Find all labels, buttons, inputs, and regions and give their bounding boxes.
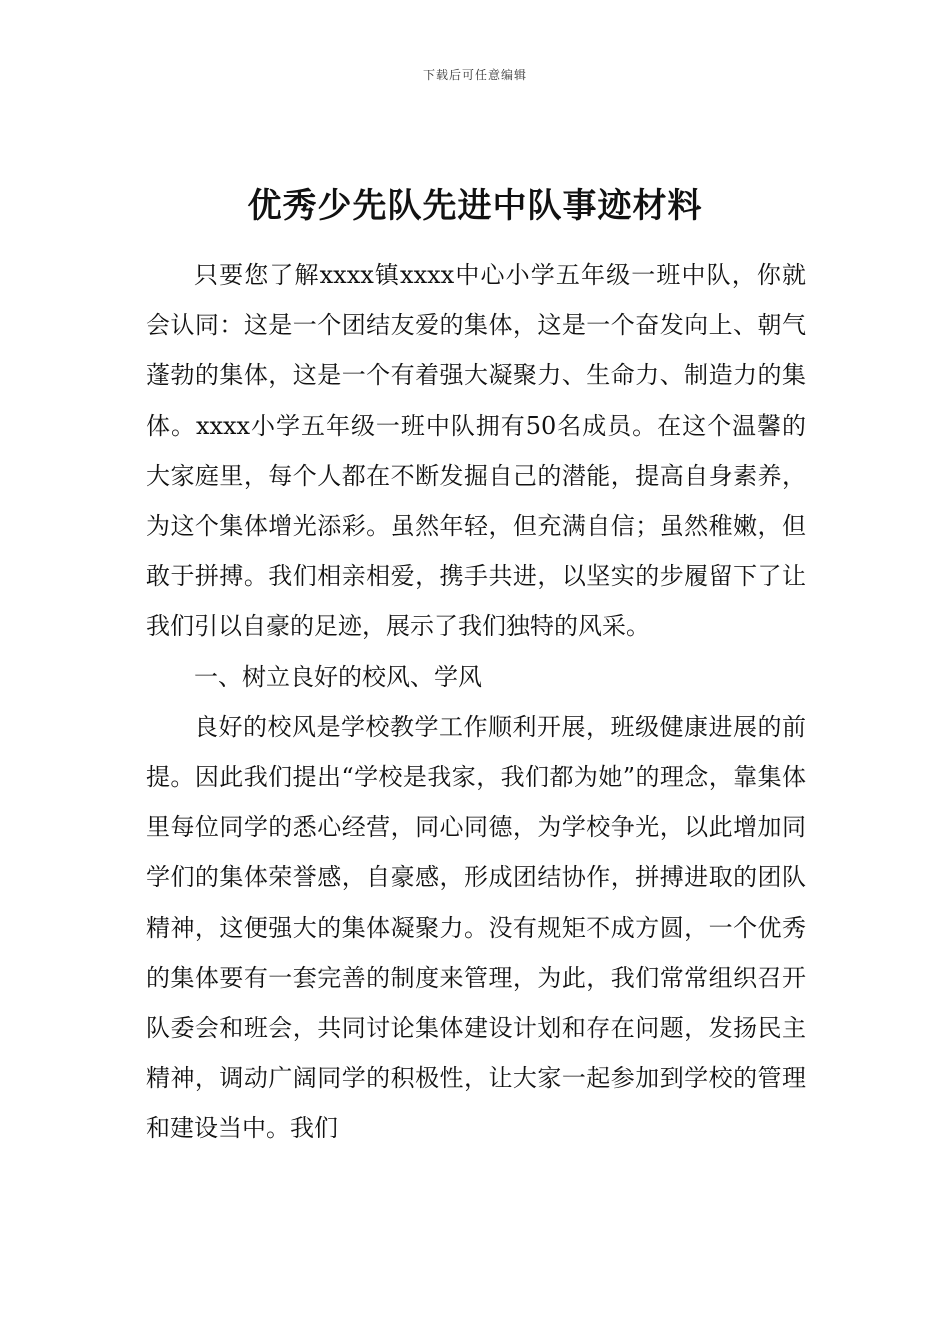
- header-note: 下载后可任意编辑: [422, 68, 527, 82]
- document-title: 优秀少先队先进中队事迹材料: [247, 186, 703, 226]
- document-body: [146, 250, 806, 1154]
- paragraph-section-1: 良好的校风是学校教学工作顺利开展，班级健康进展的前提。因此我们提出“学校是我家，我们都为她”的理念，靠集体里每位同学的悉心经营，同心同德，为学校争光，以此增加同学们的集体荣誉感，自豪感，形成团结协作，拼搏进取的团队精神，这便强大的集体凝聚力。没有规矩不成方圆，一个优秀的集体要有一套完善的制度来管理，为此，我们常常组织召开队委会和班会，共同讨论集体建设计划和存在问题，发扬民主精神，调动广阔同学的积极性，让大家一起参加到学校的管理和建设当中。我们: [146, 712, 806, 1143]
- section-heading-1: 一、树立良好的校风、学风: [194, 662, 482, 691]
- paragraph-intro: 只要您了解xxxx镇xxxx中心小学五年级一班中队，你就会认同：这是一个团结友爱的集体，这是一个奋发向上、朝气蓬勃的集体，这是一个有着强大凝聚力、生命力、制造力的集体。xxxx小学五年级一班中队拥有50名成员。在这个温馨的大家庭里，每个人都在不断发掘自己的潜能，提高自身素养，为这个集体增光添彩。虽然年轻，但充满自信；虽然稚嫩，但敢于拼搏。我们相亲相爱，携手共进，以坚实的步履留下了让我们引以自豪的足迹，展示了我们独特的风采。: [146, 261, 806, 641]
